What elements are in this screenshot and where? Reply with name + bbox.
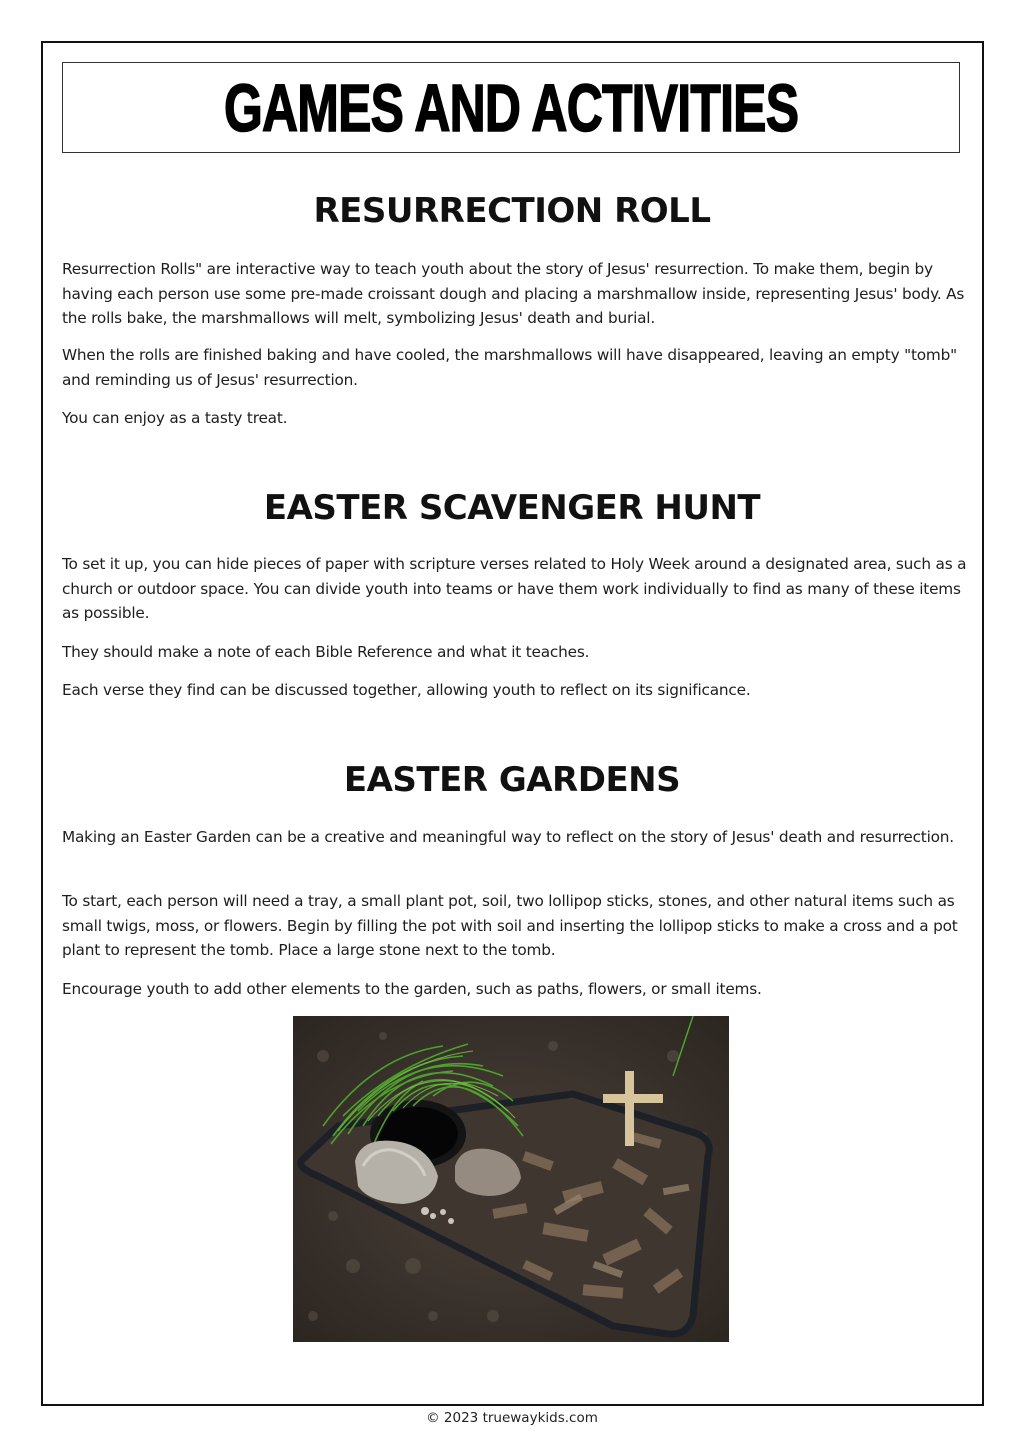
paragraph: They should make a note of each Bible Reference and what it teaches. xyxy=(62,643,590,661)
paragraph: You can enjoy as a tasty treat. xyxy=(62,409,288,427)
section-heading-resurrection-roll: RESURRECTION ROLL xyxy=(313,191,711,231)
paragraph: To start, each person will need a tray, a small plant pot, soil, two lollipop sticks, stones, and other natural items such as small twigs, moss, or flowers. Begin by filling the pot with soil and inserting the lollipop sticks to make a cross and a pot plant to represent the tomb. Place a large stone next to the tomb. xyxy=(62,892,958,959)
paragraph: Resurrection Rolls" are interactive way to teach youth about the story of Jesus' resurrection. To make them, begin by having each person use some pre-made croissant dough and placing a marshmallow inside, representing Jesus' body. As the rolls bake, the marshmallows will melt, symbolizing Jesus' death and burial. xyxy=(62,260,965,327)
section-heading-easter-gardens: EASTER GARDENS xyxy=(343,760,681,800)
paragraph: Encourage youth to add other elements to the garden, such as paths, flowers, or small items. xyxy=(62,980,762,998)
page-title: GAMES AND ACTIVITIES xyxy=(223,69,799,146)
paragraph: When the rolls are finished baking and have cooled, the marshmallows will have disappeared, leaving an empty "tomb" and reminding us of Jesus' resurrection. xyxy=(62,346,957,389)
paragraph: To set it up, you can hide pieces of paper with scripture verses related to Holy Week around a designated area, such as a church or outdoor space. You can divide youth into teams or have them work individually to find as many of these items as possible. xyxy=(62,555,967,622)
section-heading-easter-scavenger-hunt: EASTER SCAVENGER HUNT xyxy=(263,488,761,528)
paragraph: Making an Easter Garden can be a creative and meaningful way to reflect on the story of Jesus' death and resurrection. xyxy=(62,828,954,846)
easter-garden-photo xyxy=(293,1016,729,1342)
footer-copyright: © 2023 truewaykids.com xyxy=(426,1410,598,1426)
paragraph: Each verse they find can be discussed together, allowing youth to reflect on its significance. xyxy=(62,681,751,699)
title-box xyxy=(62,62,960,153)
